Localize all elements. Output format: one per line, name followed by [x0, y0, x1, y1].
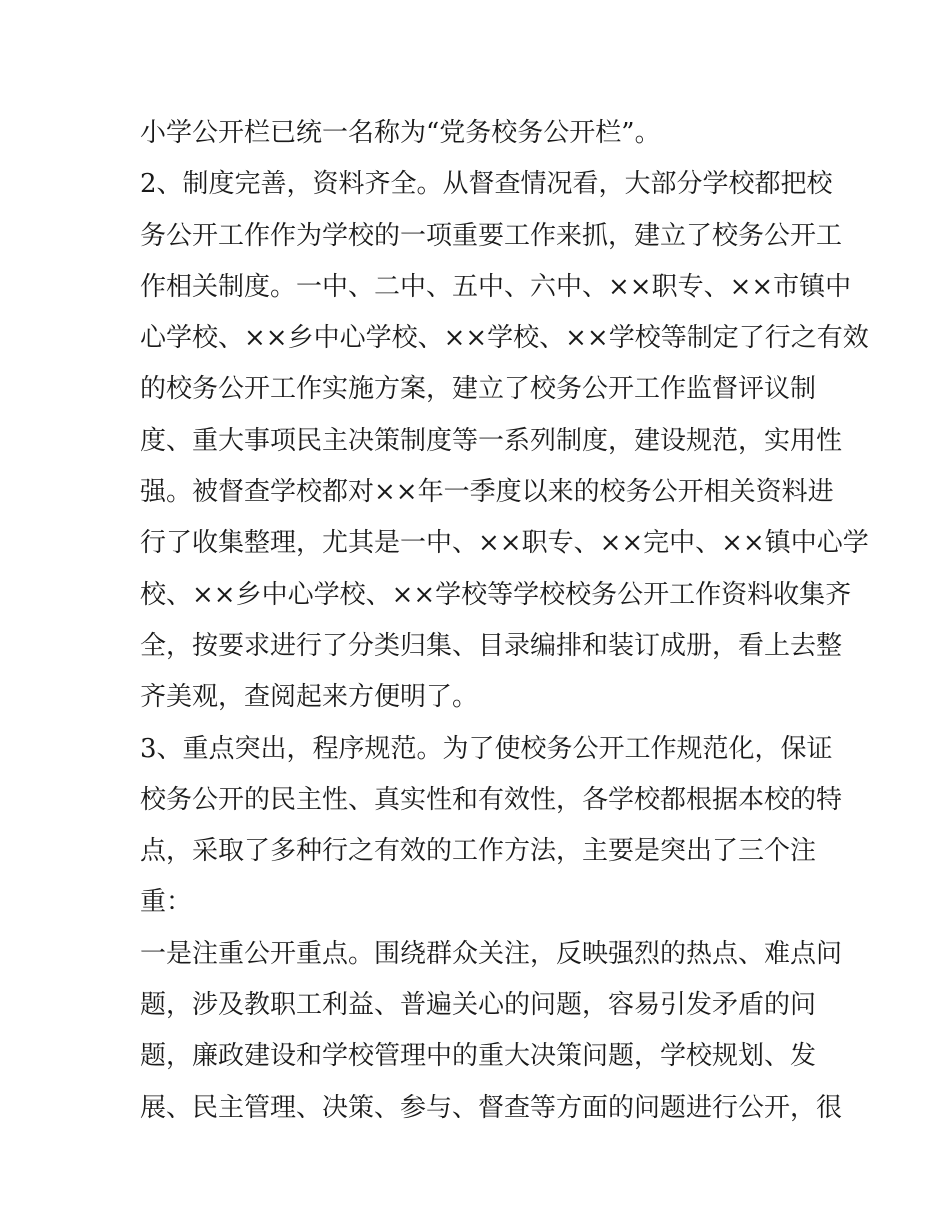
text-line: 度、重大事项民主决策制度等一系列制度，建设规范，实用性: [140, 425, 843, 456]
text-line: 校务公开的民主性、真实性和有效性，各学校都根据本校的特: [140, 784, 843, 815]
text-line: 题，廉政建设和学校管理中的重大决策问题，学校规划、发: [140, 1041, 817, 1072]
text-line: 齐美观，查阅起来方便明了。: [140, 682, 479, 713]
text-line: 一是注重公开重点。围绕群众关注，反映强烈的热点、难点问: [140, 938, 843, 969]
text-line: 点，采取了多种行之有效的工作方法，主要是突出了三个注: [140, 836, 817, 867]
text-line: 重：: [140, 887, 193, 918]
text-line: 强。被督查学校都对××年一季度以来的校务公开相关资料进: [140, 477, 834, 508]
text-line: 行了收集整理，尤其是一中、××职专、××完中、××镇中心学: [140, 528, 869, 559]
document-body: [140, 108, 869, 1134]
text-line: 校、××乡中心学校、××学校等学校校务公开工作资料收集齐: [140, 579, 852, 610]
text-line: 务公开工作作为学校的一项重要工作来抓，建立了校务公开工: [140, 220, 843, 251]
text-line: 心学校、××乡中心学校、××学校、××学校等制定了行之有效: [140, 323, 869, 354]
text-line: 的校务公开工作实施方案，建立了校务公开工作监督评议制: [140, 374, 817, 405]
text-line: 题，涉及教职工利益、普遍关心的问题，容易引发矛盾的问: [140, 990, 817, 1021]
text-line: 2、制度完善，资料齐全。从督查情况看，大部分学校都把校: [140, 169, 833, 200]
text-line: 3、重点突出，程序规范。为了使校务公开工作规范化，保证: [140, 733, 833, 764]
text-line: 全，按要求进行了分类归集、目录编排和装订成册，看上去整: [140, 630, 843, 661]
text-line: 展、民主管理、决策、参与、督查等方面的问题进行公开，很: [140, 1092, 843, 1123]
text-line: 作相关制度。一中、二中、五中、六中、××职专、××市镇中: [140, 271, 852, 302]
text-line: 小学公开栏已统一名称为“党务校务公开栏”。: [140, 118, 661, 148]
